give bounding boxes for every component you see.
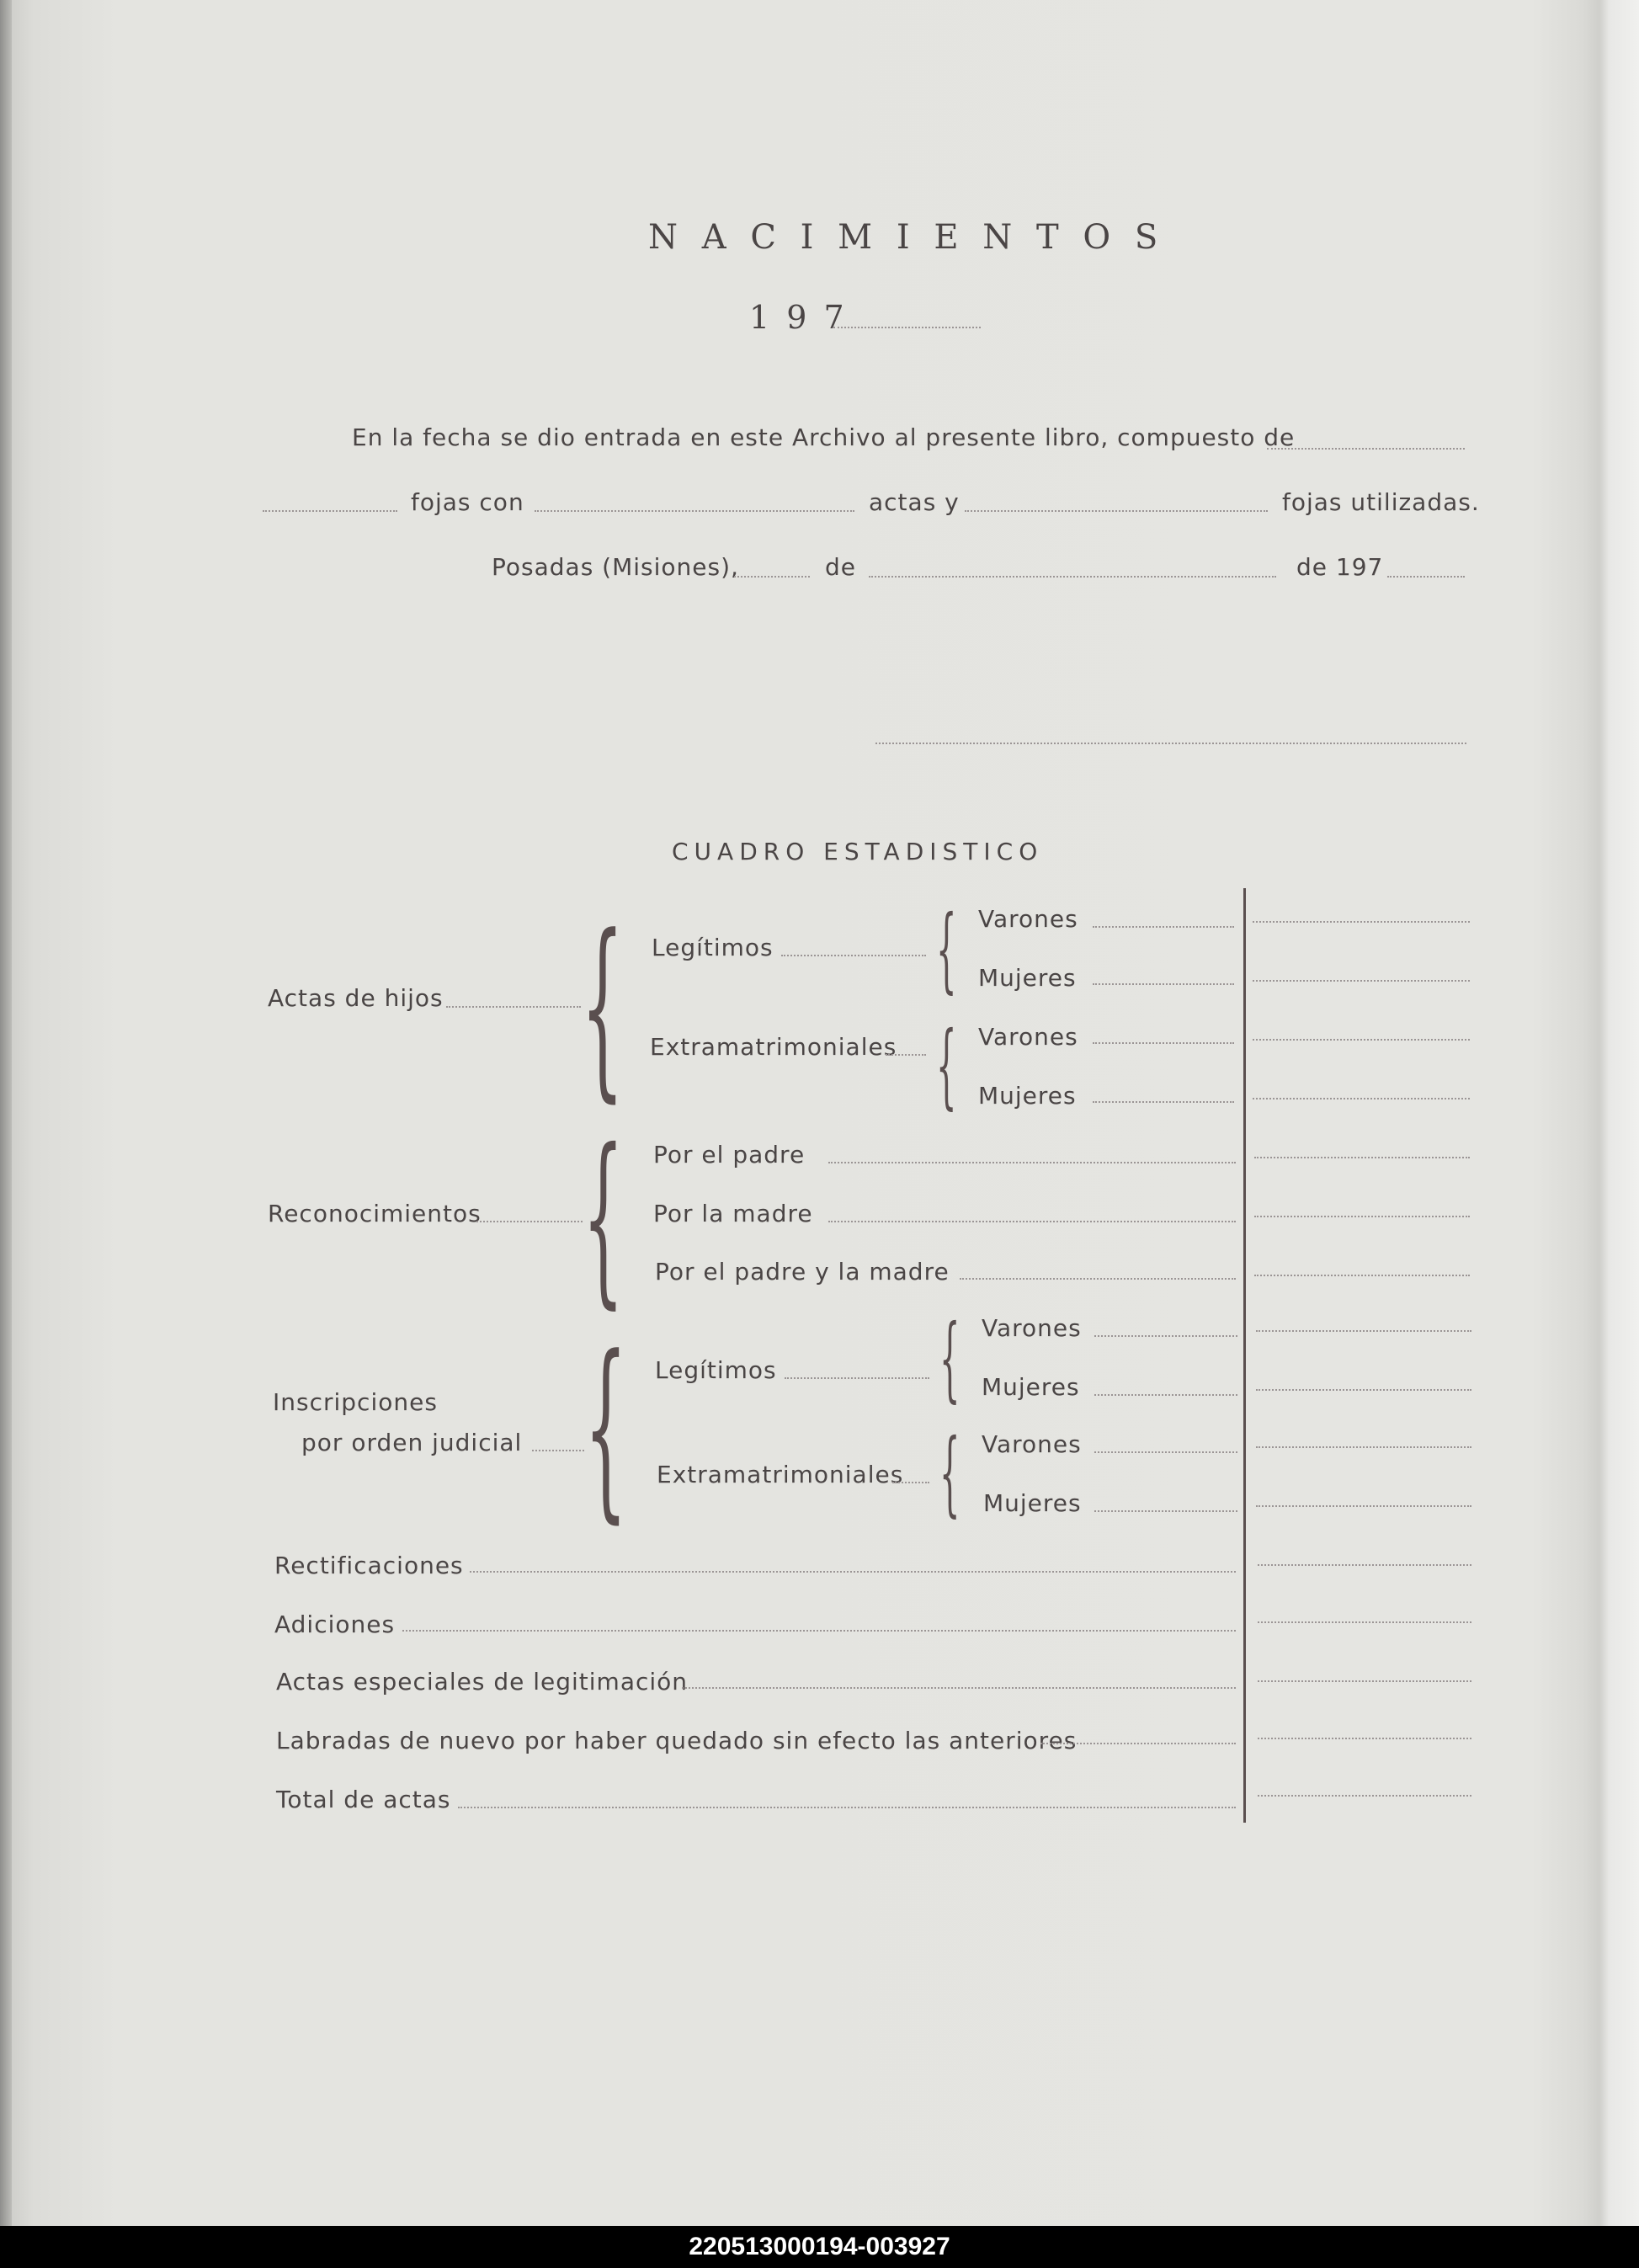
actas-hijos-leader — [446, 1006, 581, 1008]
total-label: Total de actas — [276, 1786, 451, 1813]
por-madre-value[interactable] — [1254, 1216, 1470, 1217]
varones-value-2[interactable] — [1253, 1039, 1470, 1041]
mujeres-label-3: Mujeres — [982, 1373, 1080, 1401]
por-padre-leader — [828, 1162, 1236, 1163]
brace-reconocimientos: { — [583, 1110, 624, 1325]
de-197-label: de 197 — [1296, 553, 1384, 581]
por-padre-madre-label: Por el padre y la madre — [655, 1258, 950, 1286]
brace-extramatrimoniales: { — [936, 1011, 957, 1119]
legitimos-label: Legítimos — [652, 934, 774, 961]
actas-especiales-value[interactable] — [1258, 1680, 1471, 1682]
adiciones-leader — [402, 1630, 1236, 1632]
mujeres-label-4: Mujeres — [983, 1489, 1082, 1517]
mujeres-leader-4 — [1094, 1510, 1237, 1512]
mujeres-leader-3 — [1094, 1394, 1237, 1396]
labradas-leader — [1040, 1743, 1236, 1744]
rectificaciones-value[interactable] — [1258, 1564, 1471, 1566]
extramatrimoniales-judicial-label: Extramatrimoniales — [657, 1461, 904, 1488]
por-padre-madre-value[interactable] — [1254, 1275, 1470, 1276]
extramatrimoniales-label: Extramatrimoniales — [650, 1033, 897, 1061]
por-madre-label: Por la madre — [653, 1200, 813, 1227]
legitimos-judicial-label: Legítimos — [655, 1356, 777, 1384]
varones-value-3[interactable] — [1256, 1330, 1471, 1332]
varones-leader-2 — [1093, 1042, 1234, 1044]
inscripciones-leader — [532, 1450, 584, 1451]
mujeres-value-2[interactable] — [1253, 1098, 1470, 1099]
mujeres-label-2: Mujeres — [978, 1082, 1077, 1110]
mujeres-value-4[interactable] — [1256, 1505, 1471, 1507]
adiciones-label: Adiciones — [274, 1610, 396, 1638]
de-label: de — [825, 553, 856, 581]
extramatrimoniales-leader — [886, 1054, 926, 1056]
legitimos-judicial-leader — [785, 1377, 929, 1379]
varones-value-1[interactable] — [1253, 921, 1470, 923]
image-id-footer: 220513000194-003927 — [0, 2226, 1639, 2268]
fojas-used-blank[interactable] — [965, 510, 1268, 512]
actas-especiales-leader — [682, 1687, 1236, 1689]
varones-label-1: Varones — [978, 905, 1078, 933]
reconocimientos-leader — [476, 1221, 583, 1222]
mujeres-value-1[interactable] — [1253, 980, 1470, 982]
legitimos-leader — [781, 955, 926, 956]
stats-title: CUADRO ESTADISTICO — [672, 838, 1044, 865]
varones-label-2: Varones — [978, 1023, 1078, 1051]
year-prefix: 1 9 7 — [749, 299, 848, 336]
entry-line1: En la fecha se dio entrada en este Archivo al presente libro, compuesto de — [352, 423, 1296, 451]
fojas-count-blank[interactable] — [263, 510, 397, 512]
total-value[interactable] — [1258, 1795, 1471, 1797]
varones-label-4: Varones — [982, 1430, 1082, 1458]
brace-legitimos: { — [936, 895, 957, 1003]
por-padre-value[interactable] — [1254, 1157, 1470, 1158]
signature-line[interactable] — [875, 743, 1466, 744]
varones-label-3: Varones — [982, 1314, 1082, 1342]
book-spine — [0, 0, 12, 2226]
por-madre-leader — [828, 1221, 1236, 1222]
total-leader — [458, 1807, 1236, 1808]
fojas-total-blank[interactable] — [1267, 448, 1465, 450]
actas-hijos-label: Actas de hijos — [268, 984, 444, 1012]
day-blank[interactable] — [734, 576, 810, 578]
brace-extramatrimoniales-judicial: { — [939, 1419, 961, 1526]
por-padre-madre-leader — [960, 1278, 1236, 1280]
varones-leader-4 — [1094, 1451, 1237, 1453]
rectificaciones-label: Rectificaciones — [274, 1552, 464, 1579]
reconocimientos-label: Reconocimientos — [268, 1200, 482, 1227]
varones-value-4[interactable] — [1256, 1446, 1471, 1448]
column-divider — [1243, 888, 1246, 1823]
por-padre-label: Por el padre — [653, 1141, 806, 1169]
labradas-label: Labradas de nuevo por haber quedado sin efecto las anteriores — [276, 1727, 1078, 1754]
brace-legitimos-judicial: { — [939, 1304, 961, 1412]
brace-actas-hijos: { — [581, 895, 625, 1120]
brace-inscripciones: { — [584, 1316, 628, 1541]
varones-leader-3 — [1094, 1335, 1237, 1337]
varones-leader-1 — [1093, 926, 1234, 928]
extramatrimoniales-judicial-leader — [892, 1482, 929, 1483]
inscripciones-label: Inscripciones — [273, 1388, 438, 1416]
por-orden-judicial-label: por orden judicial — [301, 1429, 523, 1456]
actas-especiales-label: Actas especiales de legitimación — [276, 1668, 689, 1696]
rectificaciones-leader — [470, 1571, 1236, 1573]
actas-y-label: actas y — [869, 488, 960, 516]
adiciones-value[interactable] — [1258, 1621, 1471, 1623]
fojas-utilizadas-label: fojas utilizadas. — [1282, 488, 1480, 516]
year-suffix-blank[interactable] — [1387, 576, 1465, 578]
mujeres-value-3[interactable] — [1256, 1389, 1471, 1391]
mujeres-leader-2 — [1093, 1101, 1234, 1103]
page-title: N A C I M I E N T O S — [648, 218, 1165, 257]
month-blank[interactable] — [869, 576, 1276, 578]
actas-count-blank[interactable] — [535, 510, 854, 512]
mujeres-leader-1 — [1093, 983, 1234, 985]
labradas-value[interactable] — [1258, 1738, 1471, 1739]
posadas-label: Posadas (Misiones), — [492, 553, 739, 581]
fojas-con-label: fojas con — [411, 488, 524, 516]
mujeres-label-1: Mujeres — [978, 964, 1077, 992]
year-blank[interactable] — [833, 327, 981, 328]
